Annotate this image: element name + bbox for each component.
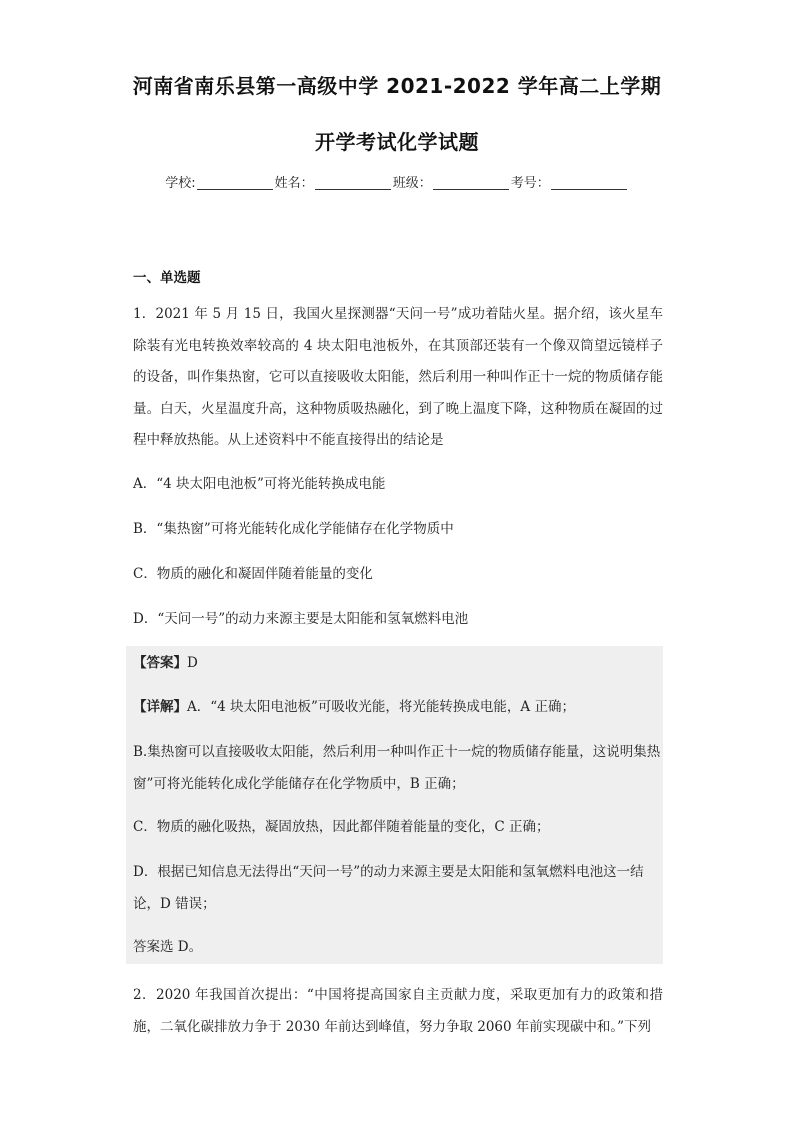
student-info-line [0,172,794,191]
question1-option-a: A．“4 块太阳电池板”可将光能转换成电能 [133,476,386,492]
explain-line-c: C．物质的融化吸热，凝固放热，因此都伴随着能量的变化，C 正确； [133,819,550,835]
name-blank [315,175,391,190]
explain-a-text: A．“4 块太阳电池板”可吸收光能，将光能转换成电能，A 正确； [187,699,575,715]
name-label: 姓名： [274,176,314,191]
explain-tag: 【详解】 [133,699,187,715]
question1-option-d: D．“天问一号”的动力来源主要是太阳能和氢氧燃料电池 [133,611,469,627]
number-blank [551,175,627,190]
explain-line-b: B.集热窗可以直接吸收太阳能，然后利用一种叫作正十一烷的物质储存能量，这说明集热窗”可将光能转化成化学能储存在化学物质中，B 正确； [133,744,661,792]
question1-stem: 1．2021 年 5 月 15 日，我国火星探测器“天问一号”成功着陆火星。据介绍，该火星车除装有光电转换效率较高的 4 块太阳电池板外，在其顶部还装有一个像双筒望远镜样子的设备，叫作集热窗，它可以直接吸收太阳能，然后利用一种叫作正十一烷的物质储存能量。白天，火星温度升高，这种物质吸热融化，到了晚上温度下降，这种物质在凝固的过程中释放热能。从上述资料中不能直接得出的结论是 [133,306,663,448]
section-title: 一、单选题 [133,270,201,286]
school-label: 学校: [165,176,196,191]
exam-title-line1: 河南省南乐县第一高级中学 2021-2022 学年高二上学期 [132,74,662,98]
answer-value: D [187,655,198,671]
number-label: 考号： [510,176,550,191]
question1-option-c: C．物质的融化和凝固伴随着能量的变化 [133,566,373,582]
answer-conclusion: 答案选 D。 [133,939,203,955]
exam-title-line2: 开学考试化学试题 [315,130,479,154]
class-label: 班级： [392,176,432,191]
explain-line-a [133,692,663,724]
class-blank [433,175,509,190]
question2-stem: 2．2020 年我国首次提出：“中国将提高国家自主贡献力度，采取更加有力的政策和措施，二氧化碳排放力争于 2030 年前达到峰值，努力争取 2060 年前实现碳中和。”下列 [133,987,663,1035]
explain-line-d: D．根据已知信息无法得出“天问一号”的动力来源主要是太阳能和氢氧燃料电池这一结论，D 错误； [133,864,644,912]
question1-option-b: B．“集热窗”可将光能转化成化学能储存在化学物质中 [133,521,454,537]
answer-tag: 【答案】 [133,655,187,671]
answer-line [133,648,663,680]
school-blank [197,175,273,190]
